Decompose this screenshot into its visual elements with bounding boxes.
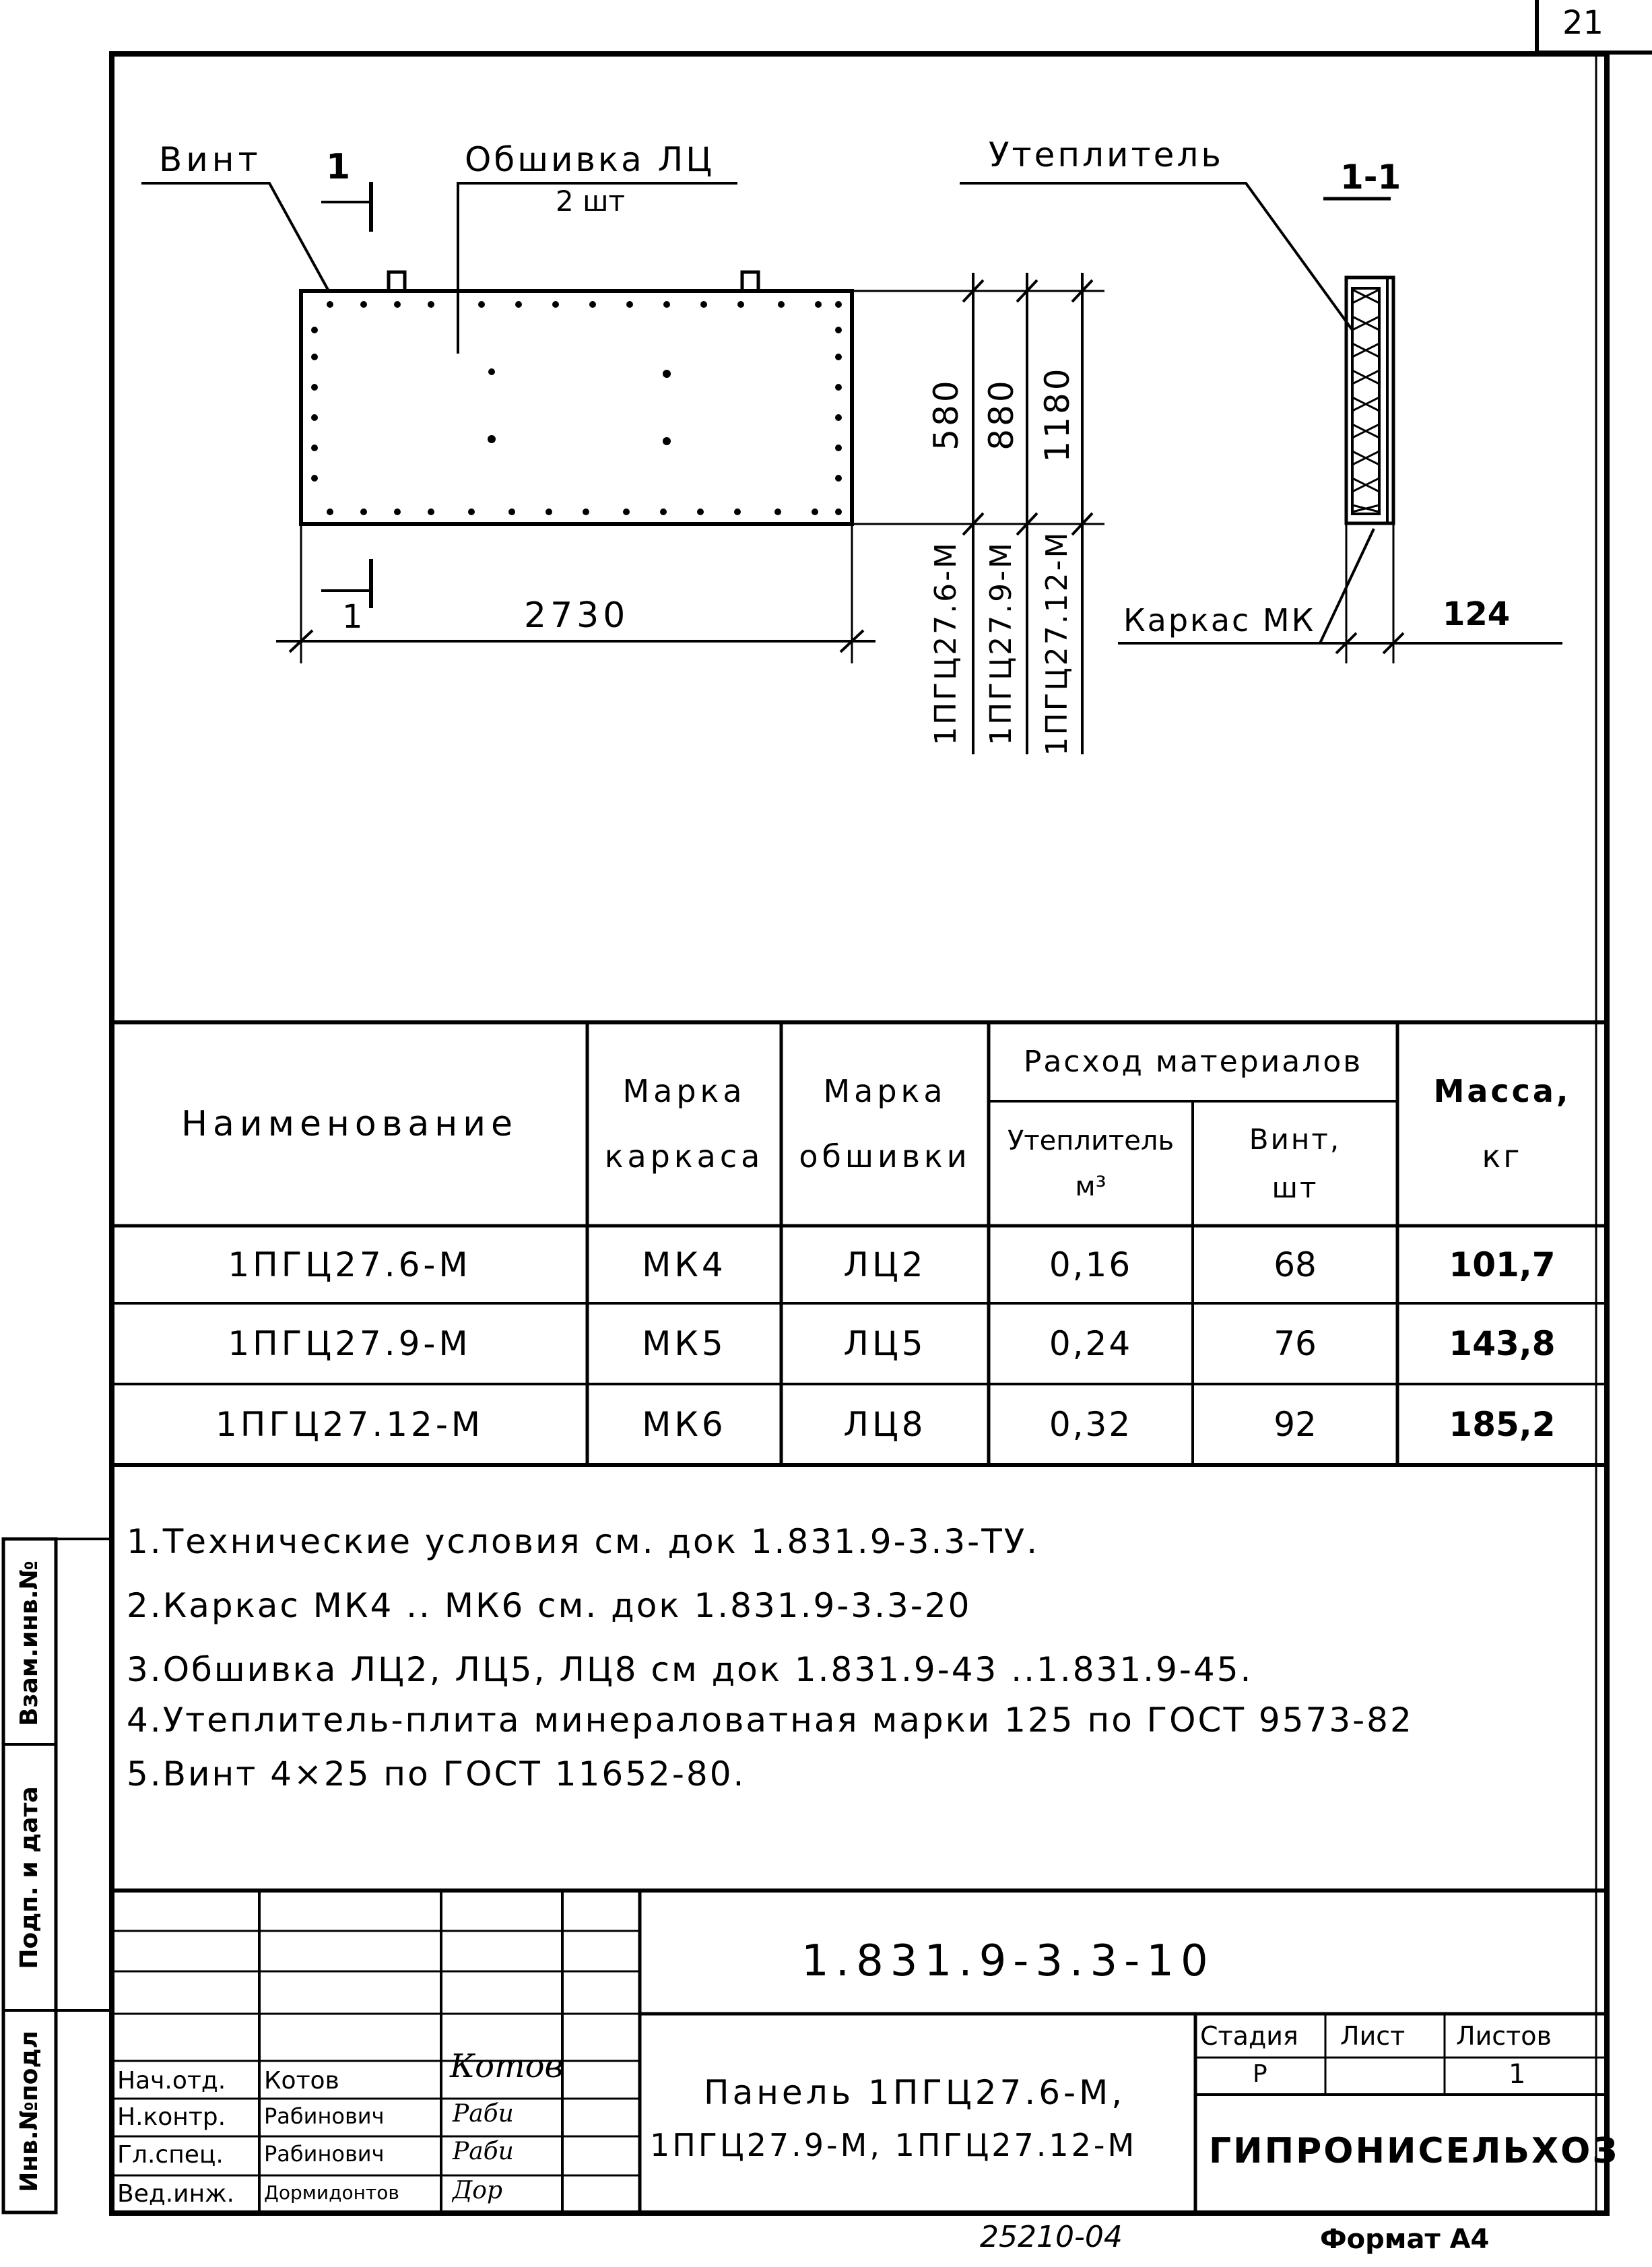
notes-block <box>127 1522 1595 1805</box>
callout-frame: Каркас МК <box>1123 602 1316 638</box>
header-name: Наименование <box>180 1104 519 1144</box>
sign-handwritten: Дор <box>453 2177 502 2204</box>
header-cladding-mark: Марка обшивки <box>799 1073 971 1175</box>
note-2: 2.Каркас МК4 .. МК6 см. док 1.831.9-3.3-20 <box>127 1586 972 1625</box>
header-consumption: Расход материалов <box>1023 1045 1363 1079</box>
panel-mark-9: 1ПГЦ27.9-М <box>984 541 1018 746</box>
row-cladding: ЛЦ2 <box>843 1245 927 1284</box>
row-mass: 143,8 <box>1449 1324 1556 1363</box>
row-screws: 68 <box>1274 1245 1317 1284</box>
sheet-label: Лист <box>1340 2021 1406 2051</box>
stamp-inv-no: Инв.№подл <box>15 2031 43 2192</box>
panel-outline <box>301 291 852 524</box>
sign-name: Рабинович <box>264 2103 385 2129</box>
sign-role: Н.контр. <box>117 2103 226 2131</box>
row-screws: 76 <box>1274 1324 1317 1363</box>
title-line-2: 1ПГЦ27.9-М, 1ПГЦ27.12-М <box>650 2127 1137 2163</box>
section-title: 1-1 <box>1340 158 1401 197</box>
callout-cladding: Обшивка ЛЦ <box>465 140 715 179</box>
row-frame: МК5 <box>642 1324 727 1363</box>
sign-role: Вед.инж. <box>117 2180 234 2208</box>
organization-name: ГИПРОНИСЕЛЬХОЗ <box>1209 2131 1620 2171</box>
sheets-value: 1 <box>1509 2059 1526 2090</box>
row-frame: МК6 <box>642 1405 727 1444</box>
section-mark-top: 1 <box>326 147 351 187</box>
stage-label: Стадия <box>1200 2021 1298 2051</box>
row-cladding: ЛЦ8 <box>843 1405 927 1444</box>
sign-name: Рабинович <box>264 2141 385 2167</box>
sign-handwritten: Раби <box>453 2138 514 2165</box>
cladding-qty: 2 шт <box>556 185 625 218</box>
format-label: Формат А4 <box>1320 2224 1490 2255</box>
row-screws: 92 <box>1274 1405 1317 1444</box>
note-3: 3.Обшивка ЛЦ2, ЛЦ5, ЛЦ8 см док 1.831.9-43 ..1.831.9-45. <box>127 1650 1253 1689</box>
sign-handwritten: Раби <box>453 2100 514 2128</box>
note-5: 5.Винт 4×25 по ГОСТ 11652-80. <box>127 1754 746 1794</box>
height-580: 580 <box>927 378 966 451</box>
row-name: 1ПГЦ27.6-М <box>228 1245 471 1284</box>
section-mark-bottom: 1 <box>342 598 363 636</box>
callout-screw: Винт <box>159 140 262 179</box>
panel-mark-12: 1ПГЦ27.12-М <box>1040 530 1074 756</box>
header-frame-mark: Марка каркаса <box>604 1073 764 1175</box>
sign-role: Нач.отд. <box>117 2067 226 2095</box>
row-mass: 101,7 <box>1449 1245 1556 1284</box>
height-1180: 1180 <box>1038 366 1077 463</box>
thickness-dimension: 124 <box>1443 595 1511 633</box>
row-mass: 185,2 <box>1449 1405 1556 1444</box>
sheet-number: 21 <box>1562 4 1604 42</box>
archive-number: 25210-04 <box>980 2220 1123 2254</box>
row-insulation: 0,24 <box>1049 1324 1133 1363</box>
sheets-label: Листов <box>1456 2021 1552 2051</box>
header-mass: Масса, кг <box>1433 1073 1571 1175</box>
row-insulation: 0,32 <box>1049 1405 1133 1444</box>
callout-insulation: Утеплитель <box>989 135 1224 174</box>
sign-role: Гл.спец. <box>117 2141 224 2169</box>
sign-name: Дормидонтов <box>264 2181 399 2204</box>
sign-name: Котов <box>264 2067 339 2095</box>
row-name: 1ПГЦ27.12-М <box>215 1405 484 1444</box>
note-4: 4.Утеплитель-плита минераловатная марки 125 по ГОСТ 9573-82 <box>127 1701 1414 1740</box>
row-frame: МК4 <box>642 1245 727 1284</box>
header-insulation: Утеплитель м³ <box>1007 1125 1175 1202</box>
row-cladding: ЛЦ5 <box>843 1324 927 1363</box>
row-name: 1ПГЦ27.9-М <box>228 1324 471 1363</box>
stamp-replace-inv: Взам.инв.№ <box>15 1560 43 1726</box>
sign-handwritten: Котов <box>450 2047 564 2085</box>
stage-value: Р <box>1253 2060 1267 2088</box>
length-dimension: 2730 <box>524 595 630 636</box>
row-insulation: 0,16 <box>1049 1245 1133 1284</box>
title-line-1: Панель 1ПГЦ27.6-М, <box>704 2073 1126 2112</box>
document-code: 1.831.9-3.3-10 <box>801 1936 1215 1986</box>
panel-mark-6: 1ПГЦ27.6-М <box>929 541 963 746</box>
stamp-sign-date: Подп. и дата <box>15 1786 43 1969</box>
height-880: 880 <box>982 378 1021 451</box>
header-screw: Винт, шт <box>1249 1123 1342 1204</box>
note-1: 1.Технические условия см. док 1.831.9-3.3-ТУ. <box>127 1522 1040 1561</box>
